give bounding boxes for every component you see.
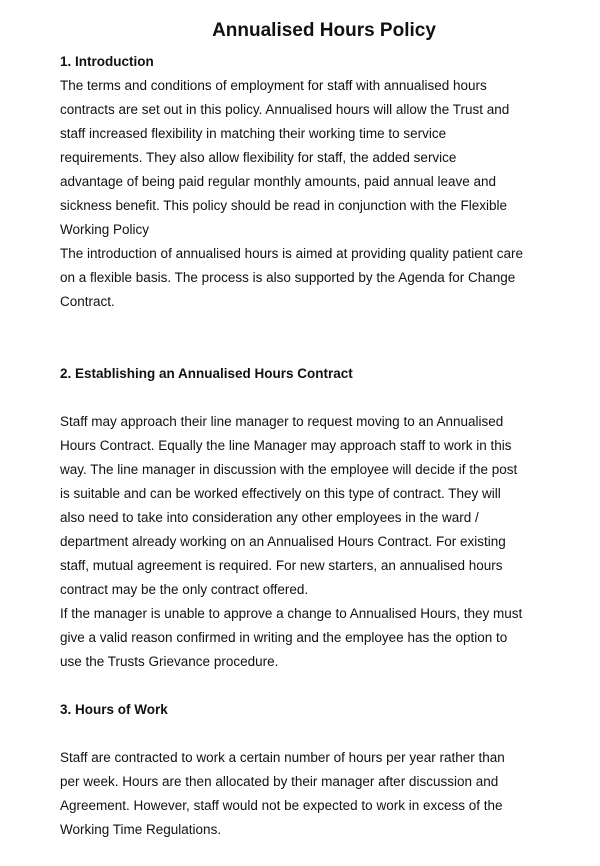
text-line: also need to take into consideration any other employees in the ward / <box>60 510 479 525</box>
paragraph <box>60 74 550 242</box>
text-line: per week. Hours are then allocated by their manager after discussion and <box>60 774 499 789</box>
paragraph <box>60 242 550 314</box>
text-line: sickness benefit. This policy should be read in conjunction with the Flexible <box>60 198 507 213</box>
text-line: Agreement. However, staff would not be expected to work in excess of the <box>60 798 503 813</box>
text-line: use the Trusts Grievance procedure. <box>60 654 279 669</box>
text-line: Hours Contract. Equally the line Manager may approach staff to work in this <box>60 438 512 453</box>
text-line: Contract. <box>60 294 115 309</box>
paragraph <box>60 410 550 602</box>
text-line: staff increased flexibility in matching their working time to service <box>60 126 447 141</box>
text-line: advantage of being paid regular monthly amounts, paid annual leave and <box>60 174 497 189</box>
paragraph <box>60 746 550 842</box>
document-body <box>60 50 550 842</box>
text-line: Staff may approach their line manager to request moving to an Annualised <box>60 414 504 429</box>
text-line: Working Policy <box>60 222 150 237</box>
text-line: way. The line manager in discussion with the employee will decide if the post <box>60 462 518 477</box>
paragraph <box>60 602 550 674</box>
text-line: The terms and conditions of employment for staff with annualised hours <box>60 78 487 93</box>
page-title: Annualised Hours Policy <box>212 20 436 41</box>
text-line: The introduction of annualised hours is aimed at providing quality patient care <box>60 246 524 261</box>
text-line: staff, mutual agreement is required. For new starters, an annualised hours <box>60 558 503 573</box>
text-line: contracts are set out in this policy. Annualised hours will allow the Trust and <box>60 102 510 117</box>
text-line: Working Time Regulations. <box>60 822 222 837</box>
section-establishing-contract <box>60 362 550 674</box>
section-heading: 1. Introduction <box>60 54 154 69</box>
text-line: Staff are contracted to work a certain number of hours per year rather than <box>60 750 505 765</box>
text-line: requirements. They also allow flexibility for staff, the added service <box>60 150 457 165</box>
section-introduction <box>60 50 550 314</box>
text-line: is suitable and can be worked effectively on this type of contract. They will <box>60 486 501 501</box>
text-line: give a valid reason confirmed in writing and the employee has the option to <box>60 630 508 645</box>
text-line: If the manager is unable to approve a change to Annualised Hours, they must <box>60 606 523 621</box>
text-line: contract may be the only contract offered. <box>60 582 309 597</box>
section-hours-of-work <box>60 698 550 842</box>
text-line: department already working on an Annualised Hours Contract. For existing <box>60 534 506 549</box>
text-line: on a flexible basis. The process is also supported by the Agenda for Change <box>60 270 516 285</box>
section-heading: 2. Establishing an Annualised Hours Contract <box>60 366 353 381</box>
section-heading: 3. Hours of Work <box>60 702 168 717</box>
